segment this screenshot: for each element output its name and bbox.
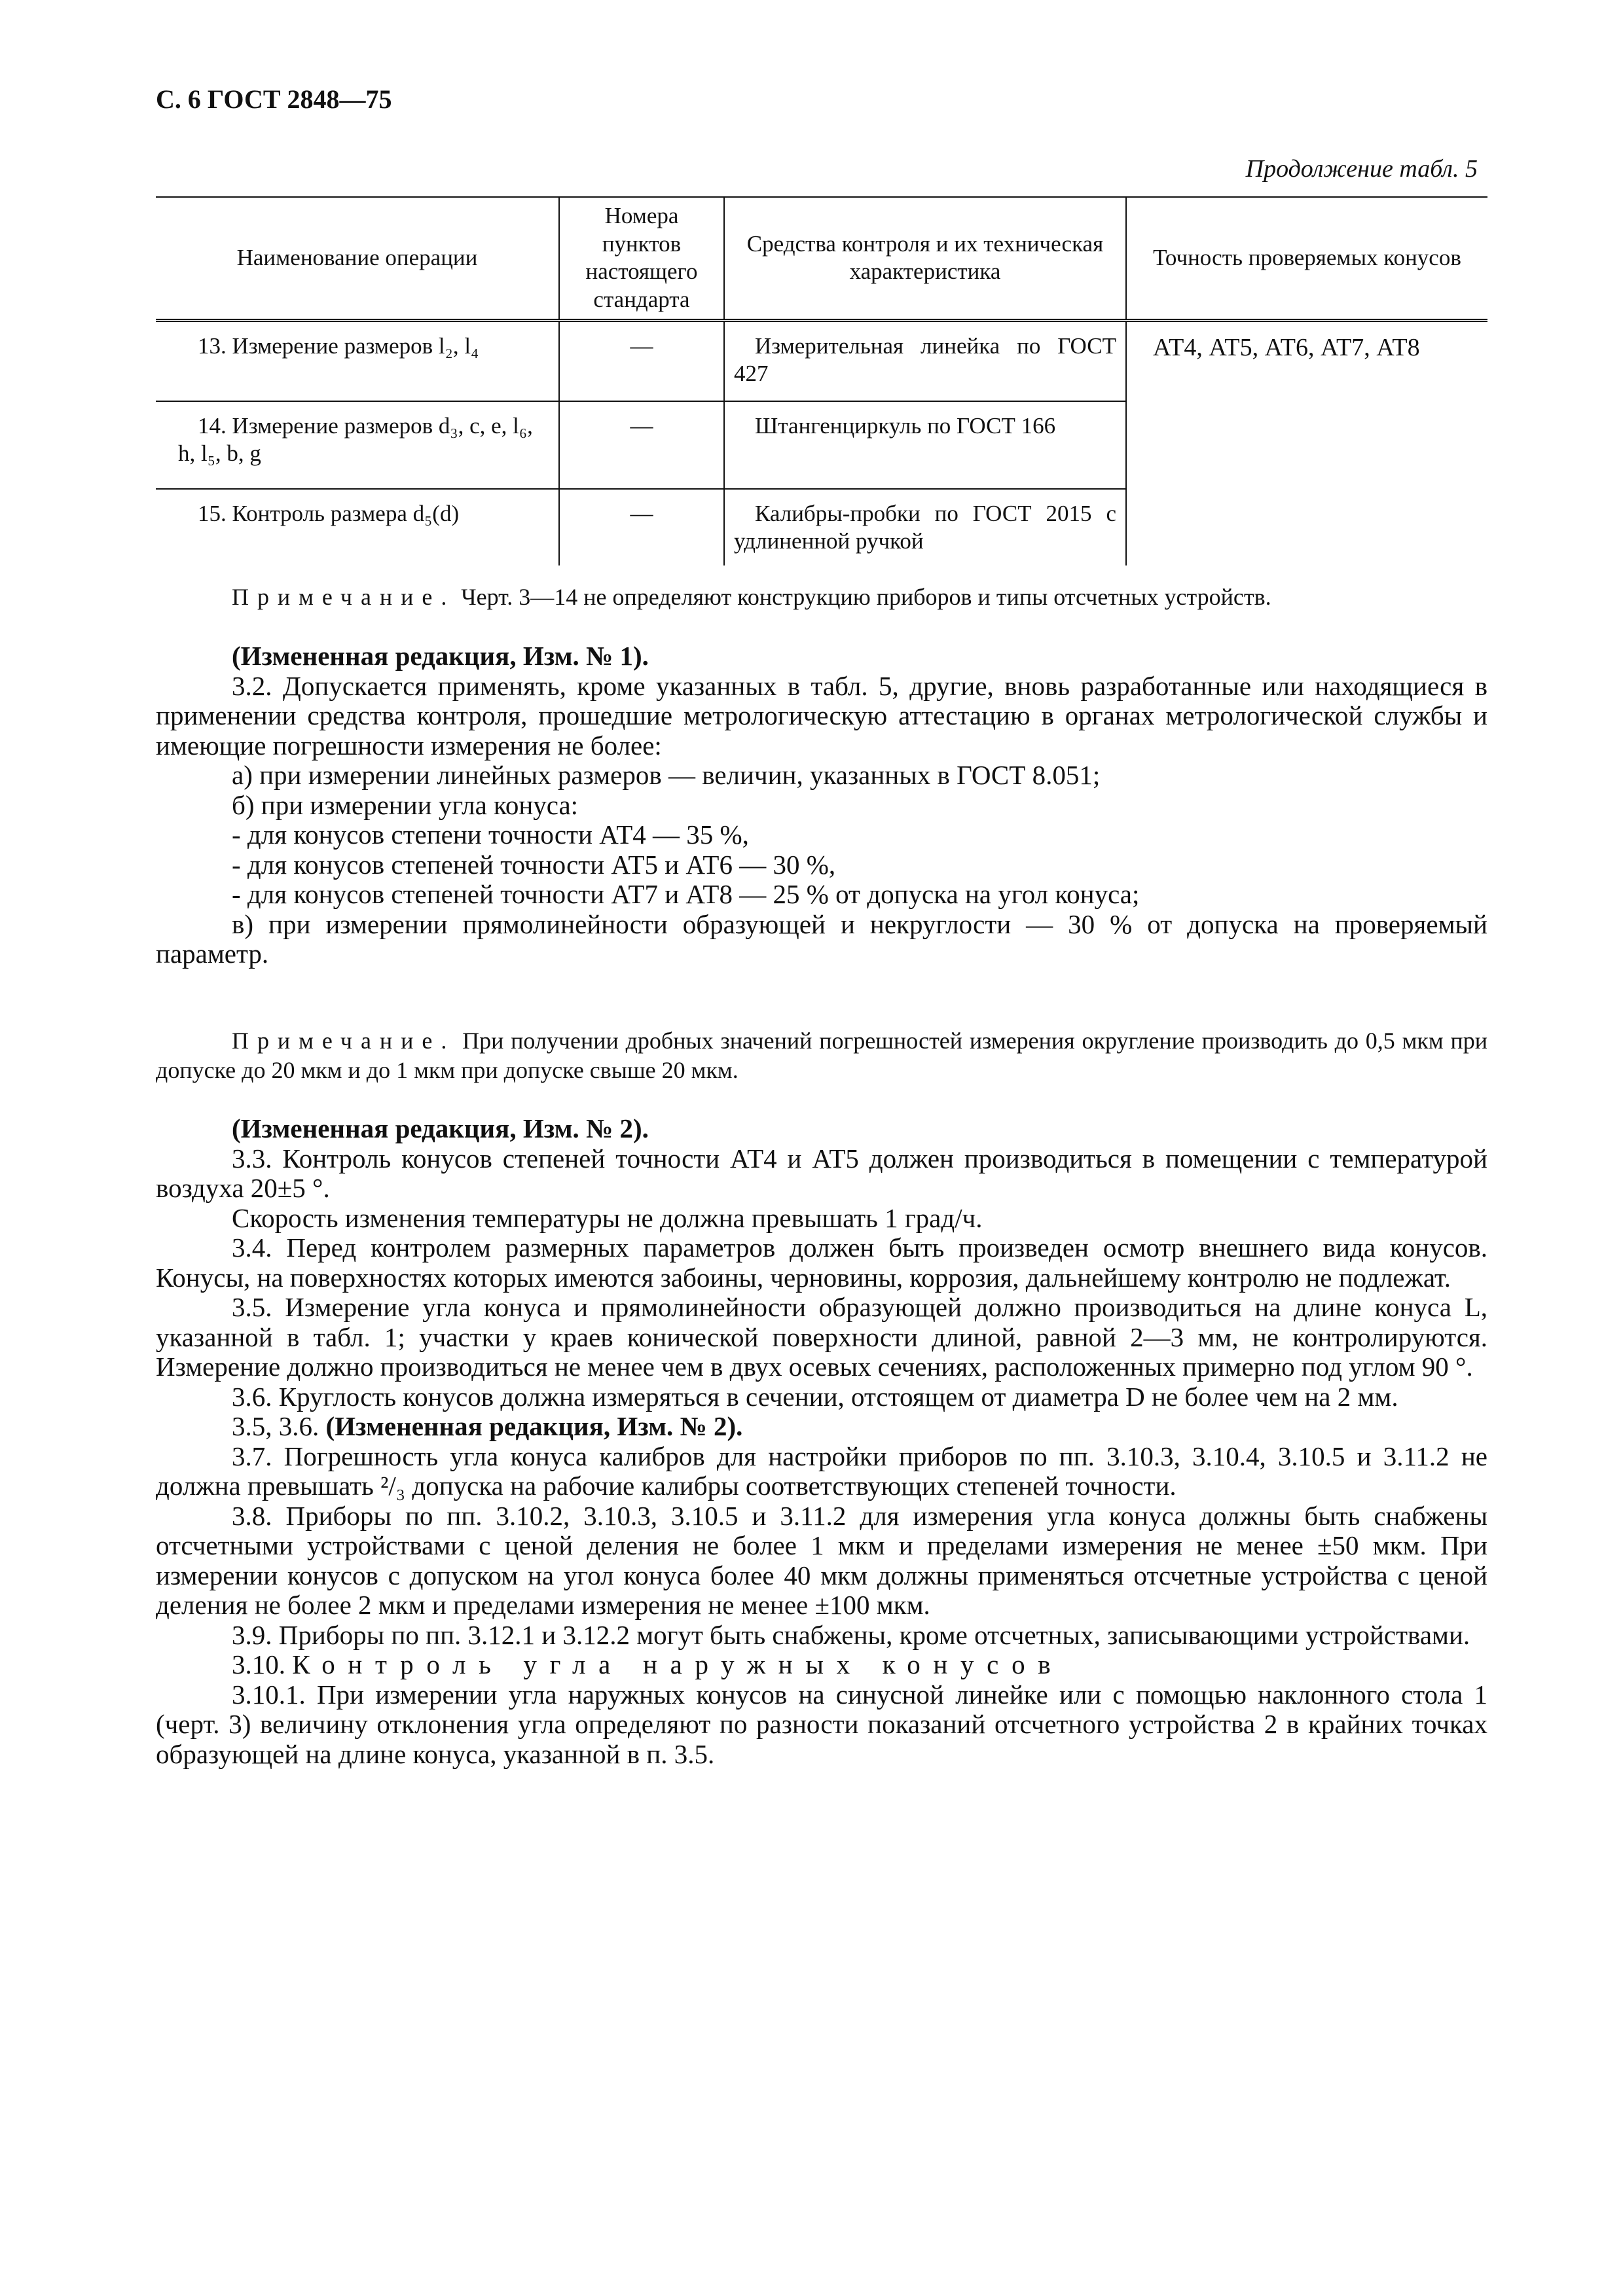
note-text: Черт. 3—14 не определяют конструкцию приборов и типы отсчетных устройств. bbox=[461, 584, 1271, 610]
clause-numbers: 3.5, 3.6. bbox=[232, 1411, 319, 1441]
cell-accuracy: АТ4, АТ5, АТ6, АТ7, АТ8 bbox=[1126, 320, 1487, 565]
paragraph-3-3-b: Скорость изменения температуры не должна превышать 1 град/ч. bbox=[232, 1202, 983, 1233]
col-header-operation: Наименование операции bbox=[236, 244, 478, 270]
paragraph-3-7: 3.7. Погрешность угла конуса калибров для настройки приборов по пп. 3.10.3, 3.10.4, 3.10.5 и 3.11.2 не должна превышать ²/₃ допуска на рабочие калибры соответствующих степеней точности. bbox=[156, 1441, 1487, 1501]
dash-item-3: - для конусов степеней точности АТ7 и АТ8 — 25 % от допуска на угол конуса; bbox=[232, 879, 1140, 909]
sections-3-3-to-3-10 bbox=[156, 1114, 1487, 1769]
cell-operation: 14. Измерение размеров d₃, c, e, l₆, h, l₅, b, g bbox=[156, 401, 559, 489]
dash-item-1: - для конусов степени точности АТ4 — 35 %, bbox=[232, 819, 749, 850]
note-label: Примечание. bbox=[232, 584, 456, 610]
cell-clauses: — bbox=[559, 320, 724, 401]
amendment-note: (Измененная редакция, Изм. № 2). bbox=[325, 1411, 743, 1441]
list-item-a: а) при измерении линейных размеров — величин, указанных в ГОСТ 8.051; bbox=[232, 760, 1101, 790]
col-header-clauses: Номера пунктов настоящего стандарта bbox=[559, 197, 724, 320]
table-row bbox=[156, 320, 1487, 401]
paragraph-3-3: 3.3. Контроль конусов степеней точности АТ4 и АТ5 должен производиться в помещении с температурой воздуха 20±5 °. bbox=[156, 1143, 1487, 1203]
note-text: При получении дробных значений погрешностей измерения округление производить до 0,5 мкм при допуске до 20 мкм и до 1 мкм при допуске свыше 20 мкм. bbox=[156, 1028, 1487, 1083]
section-heading-3-10 bbox=[156, 1650, 1487, 1680]
cell-means: Штангенциркуль по ГОСТ 166 bbox=[724, 401, 1126, 489]
amendment-note: (Измененная редакция, Изм. № 1). bbox=[232, 641, 649, 671]
cell-clauses: — bbox=[559, 489, 724, 565]
paragraph-3-5: 3.5. Измерение угла конуса и прямолинейности образующей должно производиться на длине конуса L, указанной в табл. 1; участки у краев конической поверхности длиной, равной 2—3 мм, не контролируются. Измерение должно производиться не менее чем в двух осевых сечениях, расположенных примерно под углом 90 °. bbox=[156, 1292, 1487, 1382]
dash-item-2: - для конусов степеней точности АТ5 и АТ6 — 30 %, bbox=[232, 849, 836, 880]
paragraph-3-8: 3.8. Приборы по пп. 3.10.2, 3.10.3, 3.10.5 и 3.11.2 для измерения угла конуса должны быть снабжены отсчетными устройствами с ценой деления не более 1 мкм и пределами измерения не менее ±50 мкм. При измерении конусов с допуском на угол конуса более 40 мкм должны применяться отсчетные устройства с ценой деления не более 2 мкм и пределами измерения не менее ±100 мкм. bbox=[156, 1500, 1487, 1620]
table-continuation-label: Продолжение табл. 5 bbox=[1245, 155, 1478, 183]
section-title: Контроль угла наружных конусов bbox=[292, 1649, 1064, 1679]
cell-clauses: — bbox=[559, 401, 724, 489]
col-header-means: Средства контроля и их техническая характеристика bbox=[724, 197, 1126, 320]
section-number: 3.10. bbox=[232, 1649, 285, 1679]
cell-means: Измерительная линейка по ГОСТ 427 bbox=[724, 320, 1126, 401]
cell-operation: 13. Измерение размеров l₂, l₄ bbox=[156, 320, 559, 401]
paragraph-3-6: 3.6. Круглость конусов должна измеряться в сечении, отстоящем от диаметра D не более чем на 2 мм. bbox=[232, 1381, 1398, 1412]
paragraph-3-9: 3.9. Приборы по пп. 3.12.1 и 3.12.2 могут быть снабжены, кроме отсчетных, записывающими устройствами. bbox=[232, 1619, 1470, 1650]
list-item-v: в) при измерении прямолинейности образующей и некруглости — 30 % от допуска на проверяемый параметр. bbox=[156, 908, 1487, 969]
page-header: С. 6 ГОСТ 2848—75 bbox=[156, 84, 392, 114]
paragraph-3-10-1: 3.10.1. При измерении угла наружных конусов на синусной линейке или с помощью наклонного стола 1 (черт. 3) величину отклонения угла определяют по разности показаний отсчетного устройства 2 в крайних точках образующей на длине конуса, указанной в п. 3.5. bbox=[156, 1679, 1487, 1769]
section-3-2 bbox=[156, 641, 1487, 969]
paragraph-3-4: 3.4. Перед контролем размерных параметров должен быть произведен осмотр внешнего вида конусов. Конусы, на поверхностях которых имеются забоины, черновины, коррозия, дальнейшему контролю не подлежат. bbox=[156, 1232, 1487, 1293]
cell-means: Калибры-пробки по ГОСТ 2015 с удлиненной ручкой bbox=[724, 489, 1126, 565]
col-header-accuracy: Точность проверяемых конусов bbox=[1126, 197, 1487, 320]
amendment-note: (Измененная редакция, Изм. № 2). bbox=[232, 1113, 649, 1143]
note-label: Примечание. bbox=[232, 1028, 456, 1054]
cell-operation: 15. Контроль размера d₅(d) bbox=[198, 500, 460, 526]
table-5 bbox=[156, 196, 1487, 565]
paragraph-3-2: 3.2. Допускается применять, кроме указанных в табл. 5, другие, вновь разработанные или находящиеся в применении средства контроля, прошедшие метрологическую аттестацию в органах метрологической службы и имеющие погрешности измерения не более: bbox=[156, 670, 1487, 761]
paragraph-3-5-3-6-amend bbox=[156, 1412, 1487, 1442]
note-1 bbox=[156, 583, 1487, 612]
note-2 bbox=[156, 1026, 1487, 1085]
list-item-b: б) при измерении угла конуса: bbox=[232, 789, 579, 820]
